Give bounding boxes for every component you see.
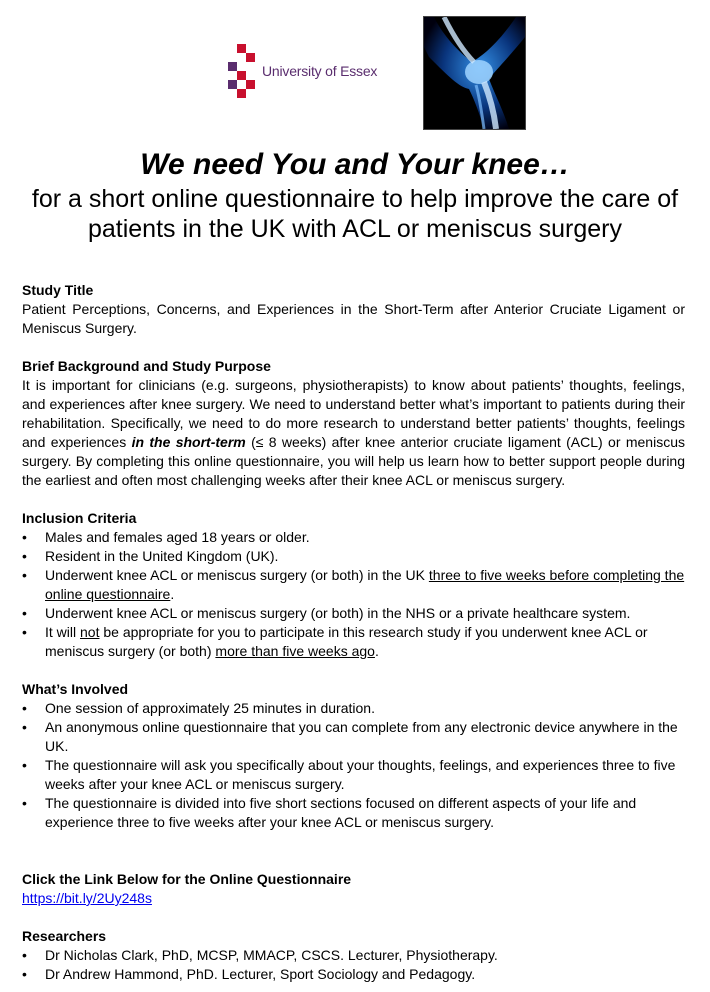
logo-square — [228, 62, 237, 71]
researchers-heading: Researchers — [22, 928, 107, 944]
headline: We need You and Your knee… — [140, 148, 570, 181]
logo-text: University of Essex — [262, 63, 378, 79]
inclusion-heading: Inclusion Criteria — [22, 510, 137, 526]
list-item — [22, 566, 685, 604]
list-item: • Underwent knee ACL or meniscus surgery (or both) in the NHS or a private healthcare system. — [22, 604, 685, 623]
list-item: • Dr Andrew Hammond, PhD. Lecturer, Sport Sociology and Pedagogy. — [22, 965, 685, 984]
list-item-underline: three to five weeks before completing the online questionnaire — [45, 567, 685, 602]
background-emphasis: in the short-term — [131, 434, 246, 450]
university-logo — [228, 44, 388, 102]
list-item-text: be appropriate for you to participate in this research study if you underwent knee ACL or meniscus surgery (or both) — [45, 624, 648, 659]
list-item: • Dr Nicholas Clark, PhD, MCSP, MMACP, CSCS. Lecturer, Physiotherapy. — [22, 946, 685, 965]
list-item: • An anonymous online questionnaire that you can complete from any electronic device anywhere in the UK. — [22, 718, 685, 756]
list-item-text: It will — [45, 624, 80, 640]
list-item: • One session of approximately 25 minutes in duration. — [22, 699, 685, 718]
logo-square — [237, 71, 246, 80]
logo-square — [237, 89, 246, 98]
background-heading: Brief Background and Study Purpose — [22, 358, 271, 374]
background-text-part: It is important for clinicians (e.g. surgeons, physiotherapists) to know about patients’ thoughts, feelings, and experiences after knee surgery. We need to understand better what’s important to patients during their rehabilitation. Specifically, we need to do more research to understand better patients’ thoughts, feelings and experiences — [22, 377, 685, 450]
researchers-list — [22, 946, 685, 984]
subheadline: for a short online questionnaire to help improve the care of patients in the UK with ACL or meniscus surgery — [31, 185, 679, 243]
involved-heading: What’s Involved — [22, 681, 129, 697]
list-item-text: Underwent knee ACL or meniscus surgery (or both) in the UK — [45, 567, 429, 583]
list-item — [22, 623, 685, 661]
inclusion-list — [22, 528, 685, 661]
knee-xray-icon — [423, 16, 526, 130]
study-title-heading: Study Title — [22, 282, 94, 298]
list-item: • Males and females aged 18 years or older. — [22, 528, 685, 547]
list-item-text: . — [374, 643, 379, 659]
content — [22, 281, 685, 984]
list-item: • The questionnaire is divided into five short sections focused on different aspects of your life and experience three to five weeks after your knee ACL or meniscus surgery. — [22, 794, 685, 832]
background-text-part: (≤ 8 weeks) after knee anterior cruciate ligament (ACL) or meniscus surgery. By completing this online questionnaire, you will help us learn how to better support people during the earliest and often most challenging weeks after their knee ACL or meniscus surgery. — [22, 434, 685, 488]
involved-list — [22, 699, 685, 832]
logo-square — [237, 44, 246, 53]
logo-square — [228, 80, 237, 89]
link-heading: Click the Link Below for the Online Questionnaire — [22, 871, 352, 887]
list-item: • Resident in the United Kingdom (UK). — [22, 547, 685, 566]
questionnaire-link[interactable]: https://bit.ly/2Uy248s — [22, 890, 152, 906]
list-item-text: . — [170, 586, 175, 602]
logo-square — [246, 80, 255, 89]
list-item-underline: more than five weeks ago — [215, 643, 375, 659]
logo-square — [246, 53, 255, 62]
study-title-text: Patient Perceptions, Concerns, and Experiences in the Short-Term after Anterior Cruciate Ligament or Meniscus Surgery. — [22, 301, 685, 336]
list-item: • The questionnaire will ask you specifically about your thoughts, feelings, and experiences three to five weeks after your knee ACL or meniscus surgery. — [22, 756, 685, 794]
list-item-underline: not — [80, 624, 100, 640]
background-text — [22, 376, 685, 490]
